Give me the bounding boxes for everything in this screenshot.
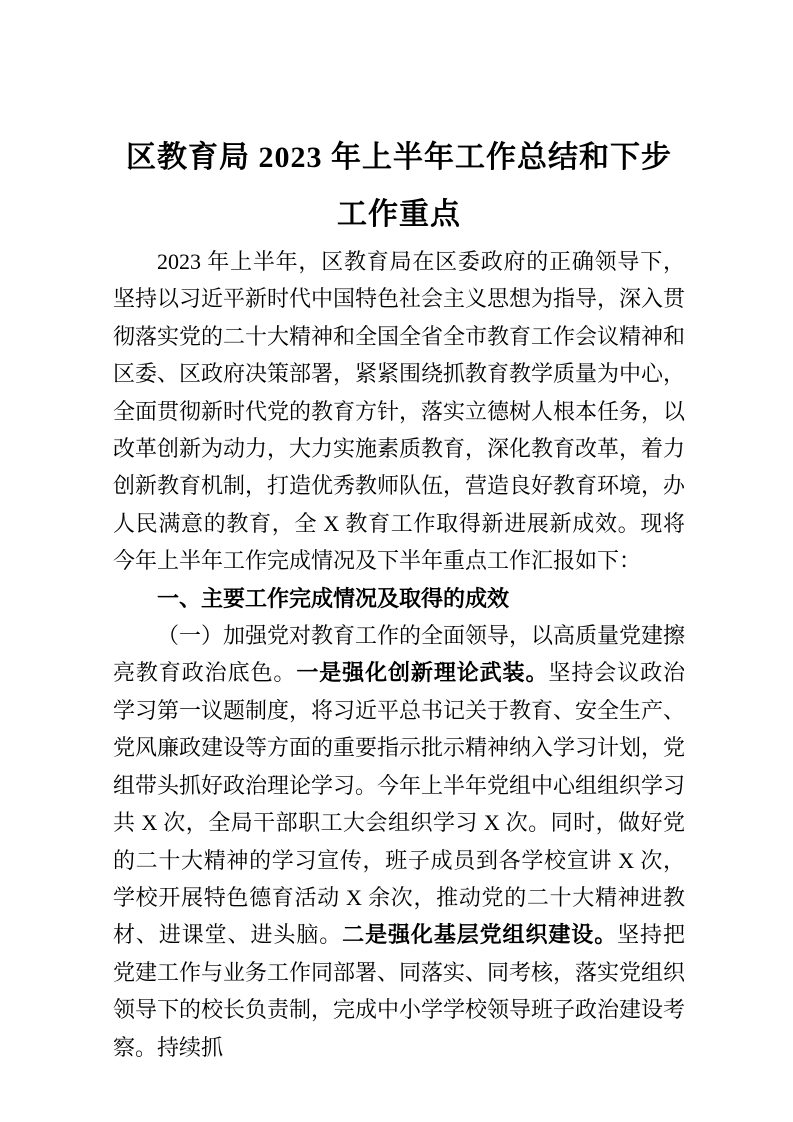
text-run-bold: 一是强化创新理论武装。 [296, 660, 549, 686]
text-run-kai: （一）加强党对教育工作的全面领导，以高质量党建擦亮教育政治底色。 [113, 623, 686, 686]
paragraph [113, 617, 685, 1066]
text-run-heading: 一、主要工作完成情况及取得的成效 [157, 585, 510, 611]
document-title: 区教育局 2023 年上半年工作总结和下步工作重点 [126, 141, 672, 231]
text-run-normal: 坚持把党建工作与业务工作同部署、同落实、同考核，落实党组织领导下的校长负责制，完成中小学学校领导班子政治建设考察。持续抓 [113, 922, 686, 1060]
document-content [113, 129, 685, 1066]
document-body [113, 243, 685, 1066]
paragraph [113, 243, 685, 580]
text-run-normal: 坚持会议政治学习第一议题制度，将习近平总书记关于教育、安全生产、党风廉政建设等方面的重要指示批示精神纳入学习计划，党组带头抓好政治理论学习。今年上半年党组中心组组织学习共 X 次，全局干部职工大会组织学习 X 次。同时，做好党的二十大精神的学习宣传，班子成员到各学校宣讲 X 次，学校开展特色德育活动 X 余次，推动党的二十大精神进教材、进课堂、进头脑。 [113, 660, 686, 948]
text-run-normal: 2023 年上半年，区教育局在区委政府的正确领导下，坚持以习近平新时代中国特色社会主义思想为指导，深入贯彻落实党的二十大精神和全国全省全市教育工作会议精神和区委、区政府决策部署，紧紧围绕抓教育教学质量为中心，全面贯彻新时代党的教育方针，落实立德树人根本任务，以改革创新为动力，大力实施素质教育，深化教育改革，着力创新教育机制，打造优秀教师队伍，营造良好教育环境，办人民满意的教育，全 X 教育工作取得新进展新成效。现将今年上半年工作完成情况及下半年重点工作汇报如下： [113, 249, 686, 574]
text-run-bold: 二是强化基层党组织建设。 [342, 922, 618, 948]
section-heading [113, 580, 685, 617]
